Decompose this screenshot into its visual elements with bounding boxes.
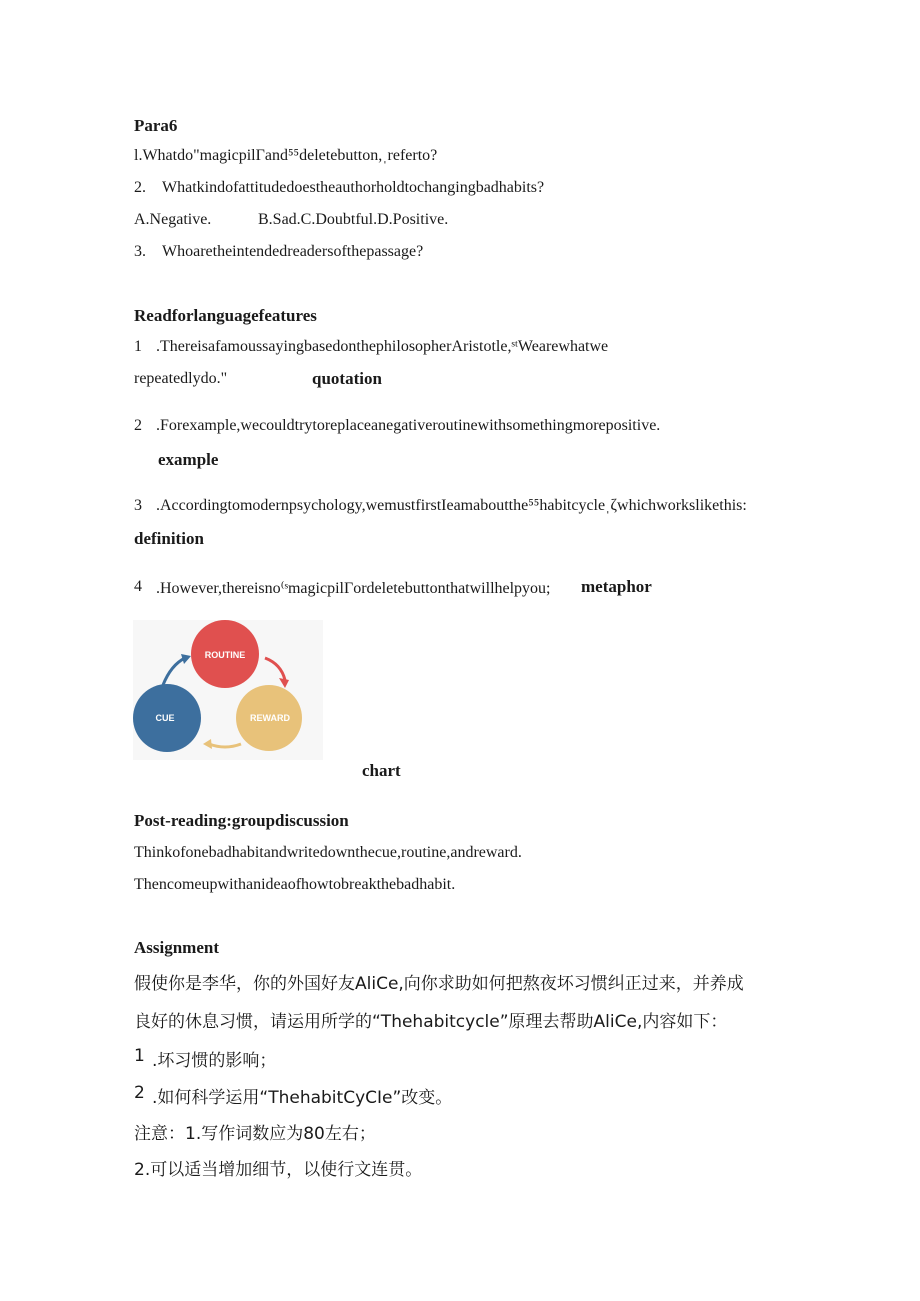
- question-1: l.Whatdo"magicpilΓand⁵⁵deletebutton,ˌreferto?: [134, 147, 438, 164]
- cue-label: CUE: [155, 713, 175, 723]
- assignment-item-2: .如何科学运用“ThehabitCyCIe”改变。: [152, 1088, 453, 1108]
- diagram-caption: chart: [362, 761, 401, 780]
- feature-3-text: .Accordingtomodernpsychology,wemustfirstIeamaboutthe⁵⁵habitcycleˌζwhichworkslikethis:: [156, 497, 747, 514]
- feature-2-text: .Forexample,wecouldtrytoreplaceanegativeroutinewithsomethingmorepositive.: [156, 417, 661, 434]
- reward-label: REWARD: [250, 713, 290, 723]
- feature-4-number: 4: [134, 578, 142, 595]
- feature-3-number: 3: [134, 497, 142, 514]
- assignment-line-2: 良好的休息习惯，请运用所学的“Thehabitcycle”原理去帮助AliCe,内容如下：: [134, 1012, 728, 1032]
- assignment-item-2-number: 2: [134, 1083, 145, 1103]
- feature-1-label: quotation: [312, 369, 382, 388]
- post-reading-line-2: Thencomeupwithanideaofhowtobreakthebadhabit.: [134, 876, 456, 893]
- routine-label: ROUTINE: [204, 650, 246, 660]
- assignment-heading: Assignment: [134, 938, 220, 957]
- assignment-line-1: 假使你是李华，你的外国好友AliCe,向你求助如何把熬夜坏习惯纠正过来，并养成: [134, 974, 744, 994]
- feature-4-label: metaphor: [581, 577, 652, 596]
- feature-1-continuation: repeatedlydo.": [134, 370, 228, 387]
- post-reading-line-1: Thinkofonebadhabitandwritedownthecue,routine,andreward.: [134, 844, 522, 861]
- feature-3-label: definition: [134, 529, 204, 548]
- question-2: Whatkindofattitudedoestheauthorholdtochangingbadhabits?: [162, 179, 545, 196]
- feature-1-number: 1: [134, 338, 142, 355]
- feature-2-number: 2: [134, 417, 142, 434]
- language-features-heading: Readforlanguagefeatures: [134, 306, 317, 325]
- feature-2-label: example: [158, 450, 219, 469]
- feature-4-text: .However,thereisno⁽ˢmagicpilΓordeletebuttonthatwillhelpyou;: [156, 580, 551, 597]
- post-reading-heading: Post-reading:groupdiscussion: [134, 811, 349, 830]
- assignment-item-1: .坏习惯的影响；: [152, 1051, 277, 1071]
- question-2-number: 2.: [134, 179, 146, 196]
- assignment-item-1-number: 1: [134, 1046, 145, 1066]
- options-bcd: B.Sad.C.Doubtful.D.Positive.: [258, 211, 449, 228]
- para6-heading: Para6: [134, 116, 178, 135]
- question-3: Whoaretheintendedreadersofthepassage?: [162, 243, 424, 260]
- assignment-note-2: 2.可以适当增加细节，以使行文连贯。: [134, 1160, 423, 1180]
- question-3-number: 3.: [134, 243, 146, 260]
- option-a: A.Negative.: [134, 211, 212, 228]
- assignment-note-1: 注意：1.写作词数应为80左右；: [134, 1124, 376, 1144]
- feature-1-text: .ThereisafamoussayingbasedonthephilosopherAristotle,ˢᵗWearewhatwe: [156, 338, 609, 355]
- habit-cycle-diagram: [133, 620, 323, 760]
